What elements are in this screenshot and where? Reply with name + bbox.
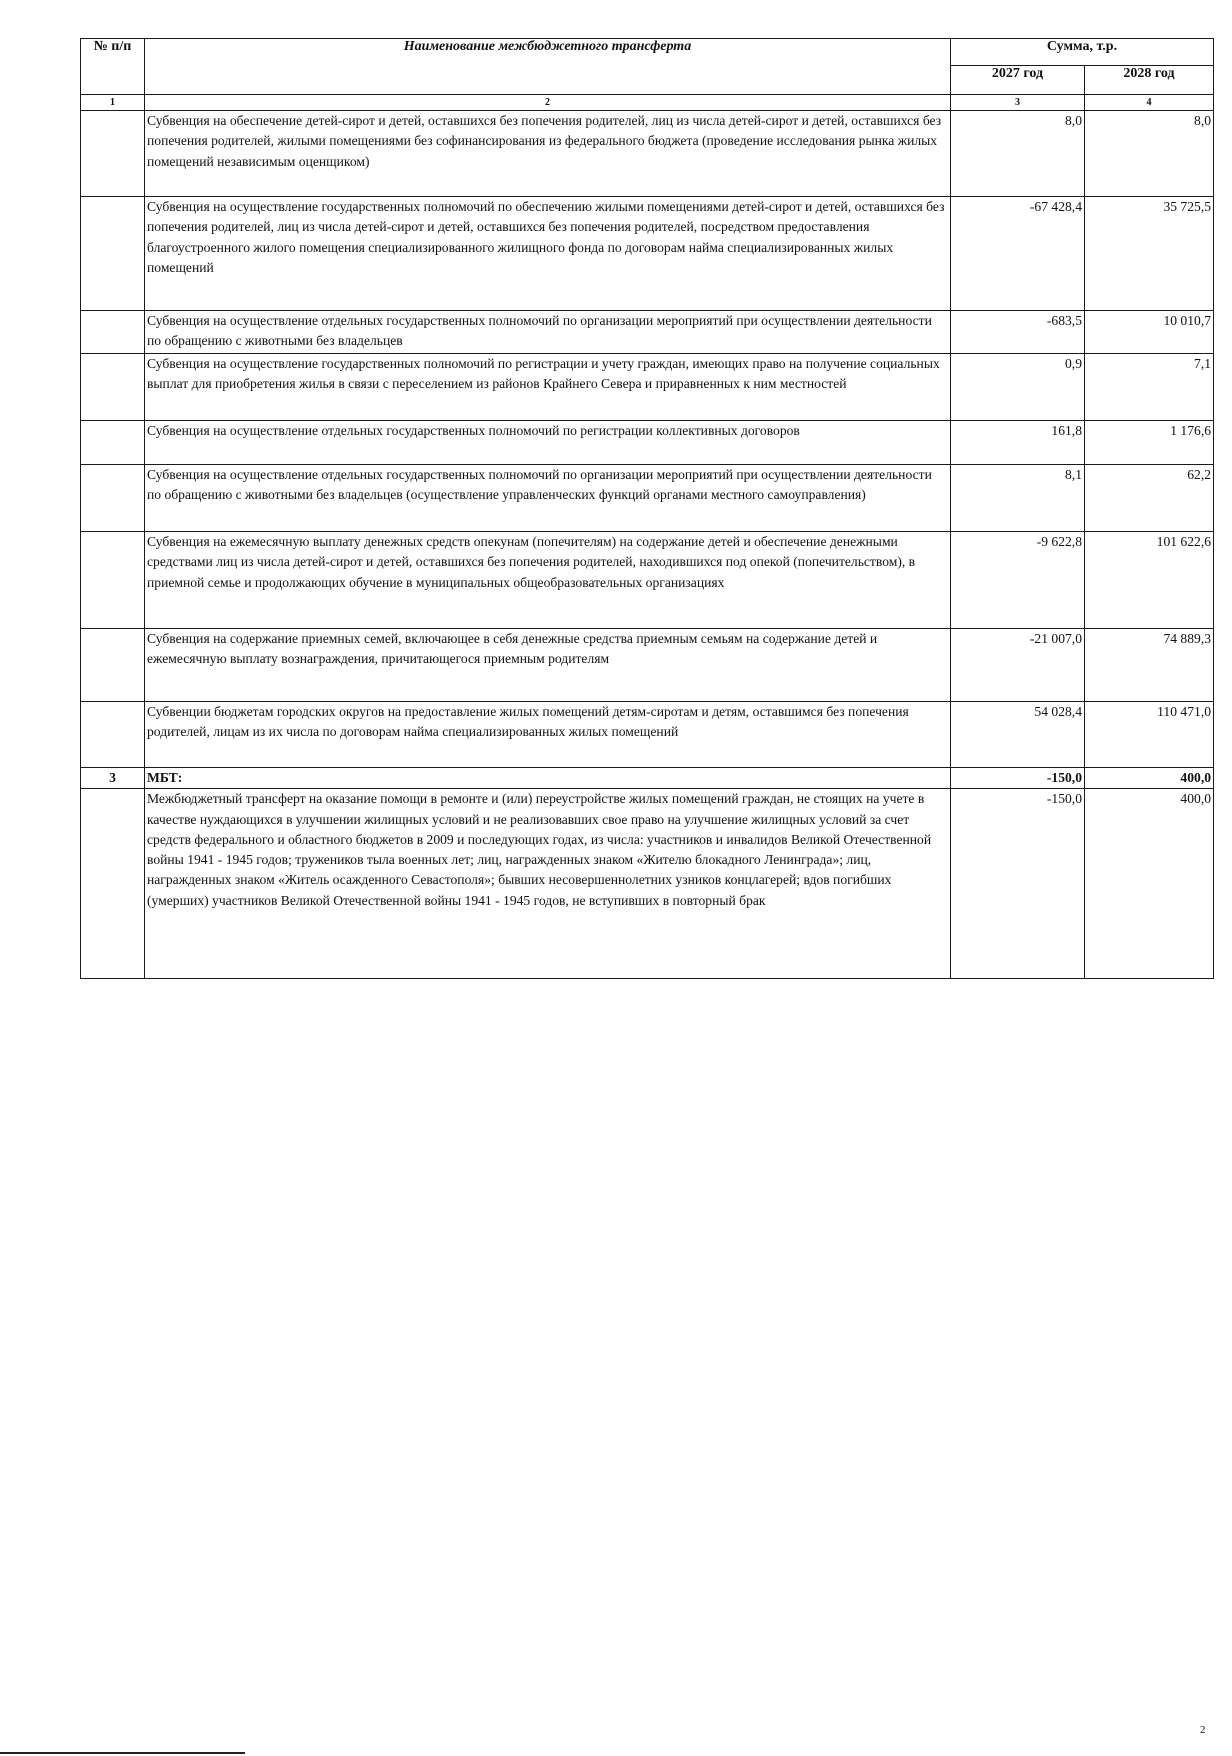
transfer-name: Субвенция на обеспечение детей-сирот и детей, оставшихся без попечения родителей, лиц из числа детей-сирот и детей, оставшихся без попечения родителей, жилыми помещениями без софинансирования из федерального бюджета (проведение исследования рынка жилых помещений независимым оценщиком) xyxy=(145,111,951,197)
value-2028: 35 725,5 xyxy=(1085,197,1214,311)
value-2028: 110 471,0 xyxy=(1085,702,1214,768)
value-2028: 74 889,3 xyxy=(1085,629,1214,702)
table-row xyxy=(81,311,1214,354)
section-number: 3 xyxy=(81,768,145,789)
header-year-2027: 2027 год xyxy=(951,66,1085,95)
row-number xyxy=(81,532,145,629)
transfer-name: Субвенция на осуществление отдельных государственных полномочий по регистрации коллективных договоров xyxy=(145,421,951,465)
value-2027: -683,5 xyxy=(951,311,1085,354)
table-row xyxy=(81,465,1214,532)
column-index: 2 xyxy=(145,95,951,111)
value-2028: 400,0 xyxy=(1085,789,1214,979)
row-number xyxy=(81,421,145,465)
row-number xyxy=(81,465,145,532)
header-year-2028: 2028 год xyxy=(1085,66,1214,95)
row-number xyxy=(81,702,145,768)
transfers-table xyxy=(80,38,1214,979)
value-2028: 8,0 xyxy=(1085,111,1214,197)
value-2028: 101 622,6 xyxy=(1085,532,1214,629)
table-row xyxy=(81,629,1214,702)
column-index: 3 xyxy=(951,95,1085,111)
column-index: 4 xyxy=(1085,95,1214,111)
transfer-name: Субвенция на осуществление государственных полномочий по регистрации и учету граждан, имеющих право на получение социальных выплат для приобретения жилья в связи с переселением из районов Крайнего Севера и приравненных к ним местностей xyxy=(145,354,951,421)
column-index: 1 xyxy=(81,95,145,111)
budget-table-sheet xyxy=(80,38,1214,979)
row-number xyxy=(81,629,145,702)
value-2028: 10 010,7 xyxy=(1085,311,1214,354)
column-index-row xyxy=(81,95,1214,111)
row-number xyxy=(81,311,145,354)
value-2027: -9 622,8 xyxy=(951,532,1085,629)
transfer-name: Субвенция на осуществление государственных полномочий по обеспечению жилыми помещениями детей-сирот и детей, оставшихся без попечения родителей, лиц из числа детей-сирот и детей, оставшихся без попечения родителей, посредством предоставления благоустроенного жилого помещения специализированного жилищного фонда по договорам найма специализированных жилых помещений xyxy=(145,197,951,311)
value-2028: 1 176,6 xyxy=(1085,421,1214,465)
value-2027: 0,9 xyxy=(951,354,1085,421)
value-2028: 62,2 xyxy=(1085,465,1214,532)
transfer-name: Субвенции бюджетам городских округов на предоставление жилых помещений детям-сиротам и детям, оставшимся без попечения родителей, лицам из их числа по договорам найма специализированных жилых помещений xyxy=(145,702,951,768)
row-number xyxy=(81,197,145,311)
table-row xyxy=(81,197,1214,311)
value-2027: -67 428,4 xyxy=(951,197,1085,311)
scan-edge-line xyxy=(0,1752,245,1754)
transfer-name: Субвенция на содержание приемных семей, включающее в себя денежные средства приемным семьям на содержание детей и ежемесячную выплату вознаграждения, причитающегося приемным родителям xyxy=(145,629,951,702)
value-2027: -21 007,0 xyxy=(951,629,1085,702)
value-2027: 54 028,4 xyxy=(951,702,1085,768)
table-row xyxy=(81,111,1214,197)
table-row xyxy=(81,532,1214,629)
transfer-name: Субвенция на ежемесячную выплату денежных средств опекунам (попечителям) на содержание детей и обеспечение денежными средствами лиц из числа детей-сирот и детей, оставшихся без попечения родителей, находившихся под опекой (попечительством), в приемной семье и продолжающих обучение в муниципальных общеобразовательных организациях xyxy=(145,532,951,629)
page-number: 2 xyxy=(1200,1724,1206,1736)
table-row xyxy=(81,789,1214,979)
table-row xyxy=(81,702,1214,768)
header-number: № п/п xyxy=(81,39,145,95)
section-value-2027: -150,0 xyxy=(951,768,1085,789)
header-transfer-name: Наименование межбюджетного трансферта xyxy=(145,39,951,95)
row-number xyxy=(81,789,145,979)
row-number xyxy=(81,354,145,421)
value-2027: 8,0 xyxy=(951,111,1085,197)
value-2027: -150,0 xyxy=(951,789,1085,979)
table-row xyxy=(81,421,1214,465)
transfer-name: Межбюджетный трансферт на оказание помощи в ремонте и (или) переустройстве жилых помещений граждан, не стоящих на учете в качестве нуждающихся в улучшении жилищных условий и не реализовавших свое право на улучшение жилищных условий за счет средств федерального и областного бюджетов в 2009 и последующих годах, из числа: участников и инвалидов Великой Отечественной войны 1941 - 1945 годов; тружеников тыла военных лет; лиц, награжденных знаком «Жителю блокадного Ленинграда»; лиц, награжденных знаком «Житель осажденного Севастополя»; бывших несовершеннолетних узников концлагерей; вдов погибших (умерших) участников Великой Отечественной войны 1941 - 1945 годов, не вступивших в повторный брак xyxy=(145,789,951,979)
row-number xyxy=(81,111,145,197)
section-title: МБТ: xyxy=(145,768,951,789)
header-sum: Сумма, т.р. xyxy=(951,39,1214,66)
transfer-name: Субвенция на осуществление отдельных государственных полномочий по организации мероприятий при осуществлении деятельности по обращению с животными без владельцев (осуществление управленческих функций органами местного самоуправления) xyxy=(145,465,951,532)
section-value-2028: 400,0 xyxy=(1085,768,1214,789)
value-2027: 8,1 xyxy=(951,465,1085,532)
value-2028: 7,1 xyxy=(1085,354,1214,421)
table-row xyxy=(81,354,1214,421)
transfer-name: Субвенция на осуществление отдельных государственных полномочий по организации мероприятий при осуществлении деятельности по обращению с животными без владельцев xyxy=(145,311,951,354)
section-row-mbt xyxy=(81,768,1214,789)
value-2027: 161,8 xyxy=(951,421,1085,465)
